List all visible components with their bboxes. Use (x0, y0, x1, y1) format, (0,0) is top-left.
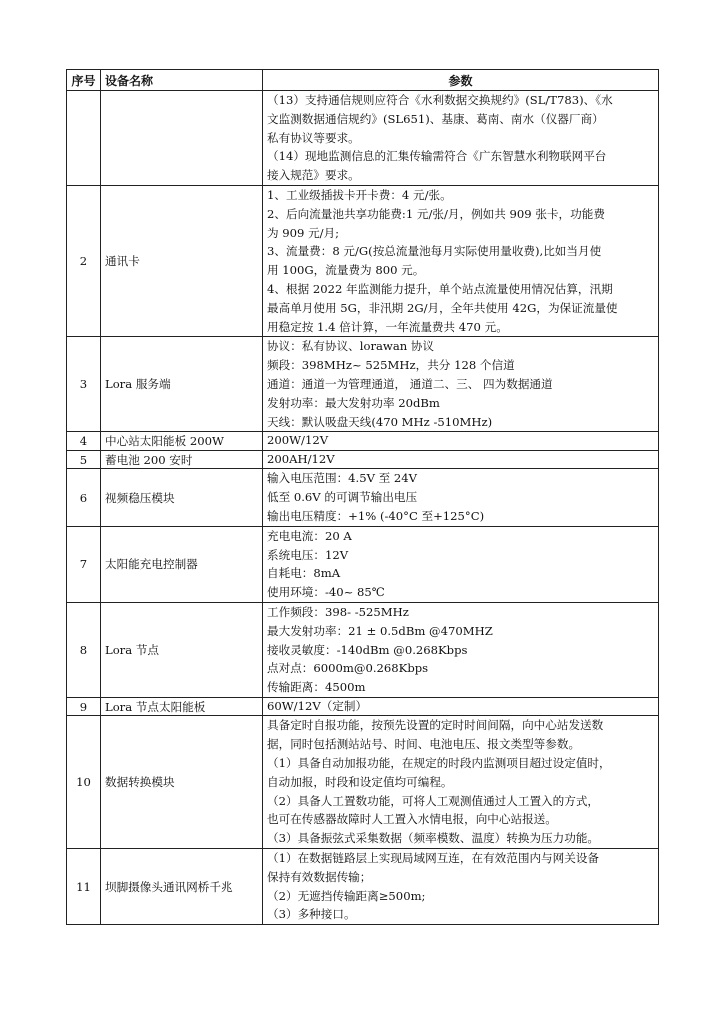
table-row (67, 91, 659, 186)
param-line: 工作频段：398- -525MHz (267, 604, 409, 619)
param-line: 自动加报，时段和设定值均可编程。 (267, 774, 453, 789)
row-device-name (101, 91, 263, 186)
row-device-name: 中心站太阳能板 200W (101, 432, 263, 451)
param-line: 最大发射功率：21 ± 0.5dBm @470MHZ (267, 623, 493, 638)
param-line: 接收灵敏度：-140dBm @0.268Kbps (267, 642, 468, 657)
row-index: 8 (67, 602, 101, 697)
spec-table (66, 69, 659, 925)
param-line: 低至 0.6V 的可调节输出电压 (267, 490, 418, 505)
row-params (263, 469, 659, 526)
param-line: （3）具备振弦式采集数据（频率模数、温度）转换为压力功能。 (267, 831, 600, 846)
row-device-name: 视频稳压模块 (101, 469, 263, 526)
table-row (67, 469, 659, 526)
row-params (263, 697, 659, 716)
row-index: 11 (67, 848, 101, 924)
row-device-name: 太阳能充电控制器 (101, 526, 263, 602)
row-params (263, 337, 659, 432)
param-line: 发射功率：最大发射功率 20dBm (267, 395, 440, 410)
header-device-name: 设备名称 (101, 70, 263, 91)
param-line: 也可在传感器故障时人工置入水情电报，向中心站报送。 (267, 812, 557, 827)
table-row (67, 337, 659, 432)
param-line: 自耗电：8mA (267, 566, 341, 581)
param-line: （14）现地监测信息的汇集传输需符合《广东智慧水利物联网平台 (267, 149, 607, 164)
param-line: 通道：通道一为管理通道， 通道二、三、 四为数据通道 (267, 376, 553, 391)
param-line: 4、根据 2022 年监测能力提升，单个站点流量使用情况估算，汛期 (267, 281, 613, 296)
row-device-name: 坝脚摄像头通讯网桥千兆 (101, 848, 263, 924)
table-row (67, 697, 659, 716)
row-index (67, 91, 101, 186)
row-params (263, 450, 659, 469)
param-line: 1、工业级插拔卡开卡费：4 元/张。 (267, 187, 452, 202)
row-params (263, 185, 659, 336)
row-index: 4 (67, 432, 101, 451)
row-index: 6 (67, 469, 101, 526)
param-line: （13）支持通信规则应符合《水利数据交换规约》(SL/T783)、《水 (267, 93, 613, 107)
param-line: 输出电压精度：+1% (-40°C 至+125°C) (267, 508, 485, 523)
param-line: 200W/12V (267, 433, 329, 448)
table-header-row (67, 70, 659, 91)
param-line: 私有协议等要求。 (267, 130, 360, 145)
row-index: 5 (67, 450, 101, 469)
param-line: （2）具备人工置数功能，可将人工观测值通过人工置入的方式， (267, 793, 600, 808)
param-line: （1）在数据链路层上实现局域网互连，在有效范围内与网关设备 (267, 850, 600, 865)
param-line: 频段：398MHz~ 525MHz，共分 128 个信道 (267, 358, 515, 373)
param-line: 接入规范》要求。 (267, 168, 360, 183)
param-line: 200AH/12V (267, 451, 335, 466)
row-params (263, 716, 659, 849)
param-line: 充电电流：20 A (267, 528, 352, 543)
row-index: 2 (67, 185, 101, 336)
table-row (67, 185, 659, 336)
row-params (263, 848, 659, 924)
row-device-name: 蓄电池 200 安时 (101, 450, 263, 469)
param-line: 天线：默认吸盘天线(470 MHz -510MHz) (267, 414, 493, 429)
row-params (263, 526, 659, 602)
param-line: 具备定时自报功能，按预先设置的定时时间间隔，向中心站发送数 (267, 718, 604, 733)
param-line: 保持有效数据传输； (267, 869, 372, 884)
param-line: 系统电压：12V (267, 547, 349, 562)
row-params (263, 91, 659, 186)
row-index: 3 (67, 337, 101, 432)
row-device-name: Lora 节点太阳能板 (101, 697, 263, 716)
param-line: 为 909 元/月; (267, 225, 340, 240)
row-device-name: Lora 节点 (101, 602, 263, 697)
table-row (67, 716, 659, 849)
table-row (67, 432, 659, 451)
row-index: 10 (67, 716, 101, 849)
param-line: 输入电压范围：4.5V 至 24V (267, 471, 418, 486)
table-row (67, 526, 659, 602)
table-row (67, 602, 659, 697)
param-line: （2）无遮挡传输距离≥500m; (267, 888, 426, 903)
table-row (67, 450, 659, 469)
param-line: 使用环境：-40~ 85℃ (267, 585, 385, 600)
header-params: 参数 (263, 70, 659, 91)
param-line: 2、后向流量池共享功能费:1 元/张/月，例如共 909 张卡，功能费 (267, 206, 605, 221)
row-params (263, 602, 659, 697)
param-line: 据，同时包括测站站号、时间、电池电压、报文类型等参数。 (267, 737, 581, 752)
param-line: 用 100G，流量费为 800 元。 (267, 263, 425, 278)
param-line: 60W/12V（定制） (267, 698, 368, 713)
row-index: 7 (67, 526, 101, 602)
param-line: 3、流量费：8 元/G(按总流量池每月实际使用量收费),比如当月使 (267, 244, 602, 259)
param-line: 文监测数据通信规约》(SL651)、基康、葛南、南水（仪器厂商） (267, 111, 604, 126)
row-device-name: 数据转换模块 (101, 716, 263, 849)
param-line: 传输距离：4500m (267, 680, 366, 695)
param-line: 点对点：6000m@0.268Kbps (267, 661, 429, 676)
param-line: （3）多种接口。 (267, 907, 356, 922)
param-line: 用稳定按 1.4 倍计算，一年流量费共 470 元。 (267, 319, 508, 334)
row-device-name: Lora 服务端 (101, 337, 263, 432)
param-line: 协议：私有协议、lorawan 协议 (267, 339, 435, 354)
param-line: （1）具备自动加报功能，在规定的时段内监测项目超过设定值时， (267, 756, 611, 770)
row-index: 9 (67, 697, 101, 716)
header-index: 序号 (67, 70, 101, 91)
row-params (263, 432, 659, 451)
param-line: 最高单月使用 5G，非汛期 2G/月，全年共使用 42G，为保证流量使 (267, 300, 618, 315)
table-row (67, 848, 659, 924)
row-device-name: 通讯卡 (101, 185, 263, 336)
